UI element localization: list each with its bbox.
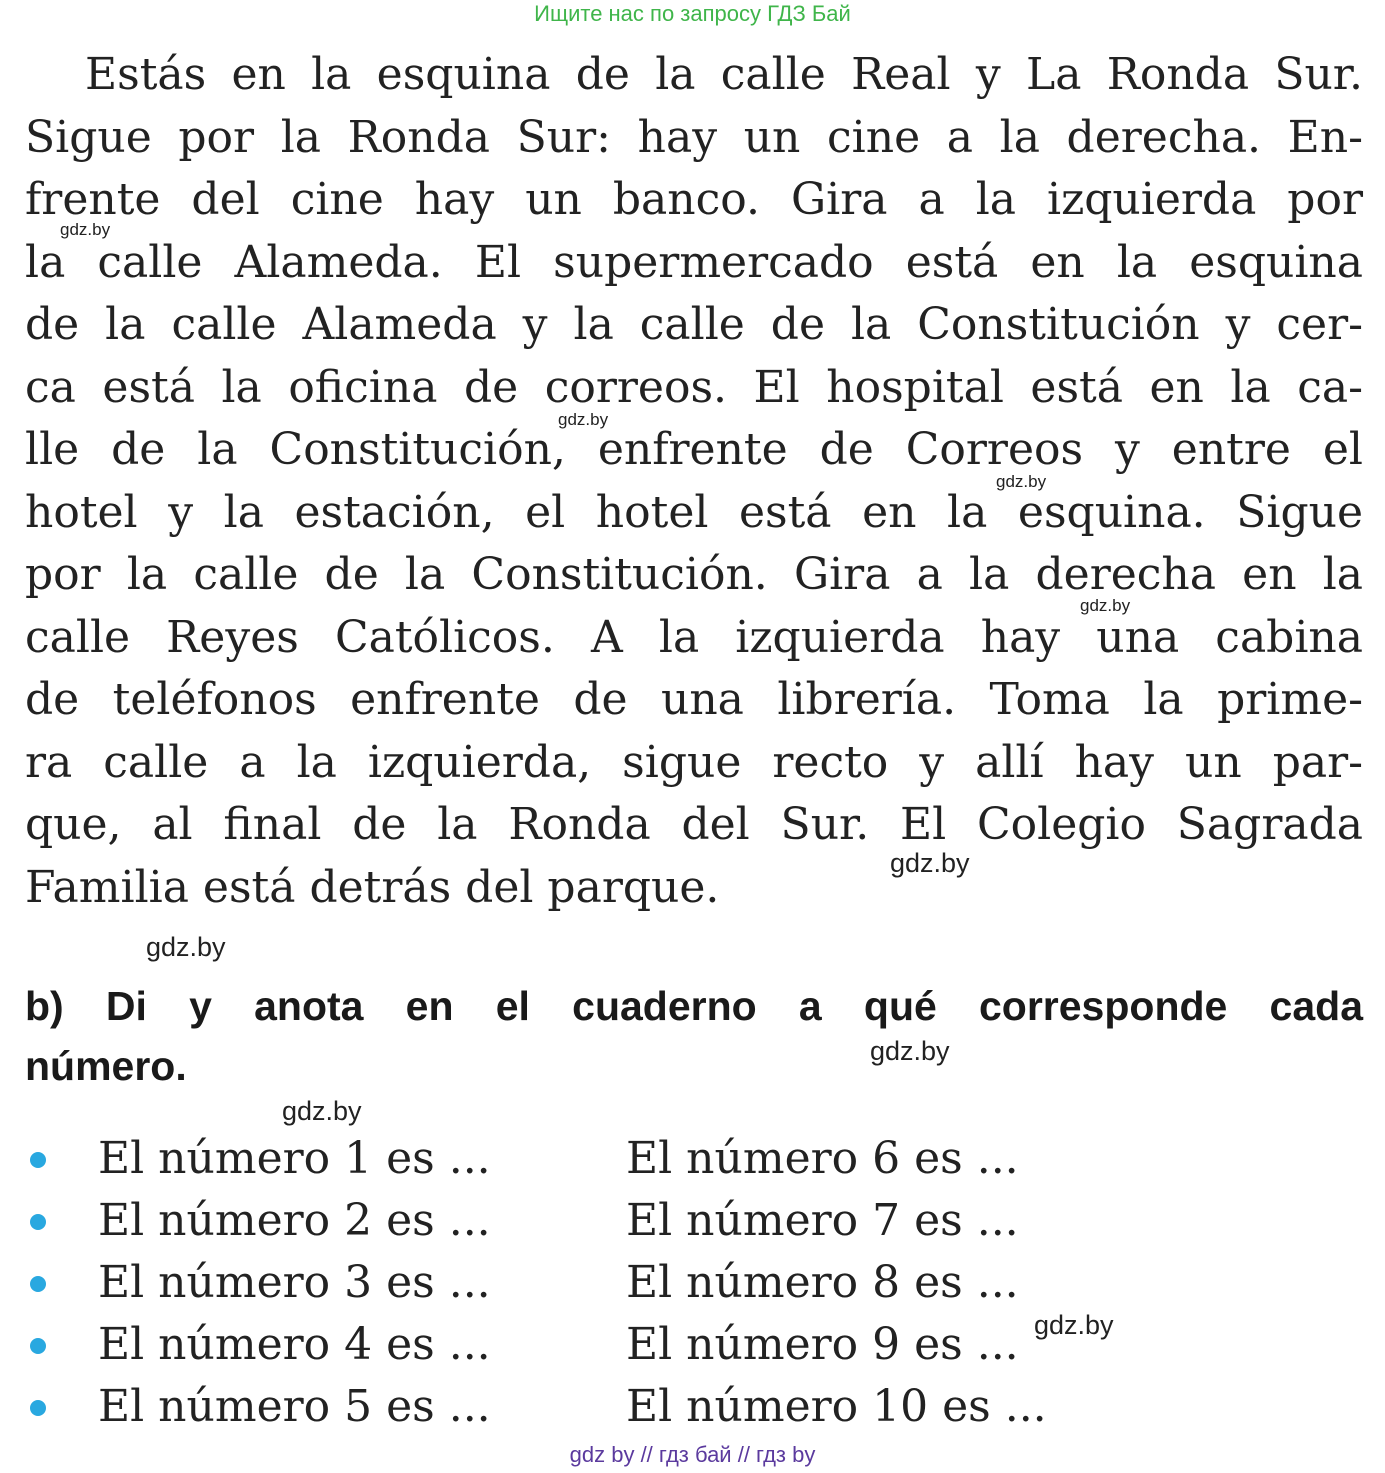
reading-paragraph bbox=[25, 44, 1363, 919]
bullet-icon bbox=[30, 1214, 46, 1230]
paragraph-line: que, al final de la Ronda del Sur. El Colegio Sagrada bbox=[25, 799, 1363, 850]
number-item: El número 9 es ... bbox=[626, 1319, 1019, 1370]
number-item: El número 2 es ... bbox=[98, 1195, 491, 1246]
number-item: El número 4 es ... bbox=[98, 1319, 491, 1370]
paragraph-line: Sigue por la Ronda Sur: hay un cine a la derecha. En- bbox=[25, 111, 1363, 163]
number-item: El número 6 es ... bbox=[626, 1133, 1019, 1184]
watermark: gdz.by bbox=[60, 220, 111, 239]
bullet-icon bbox=[30, 1152, 46, 1168]
paragraph-line: ca está la oficina de correos. El hospital está en la ca- bbox=[25, 361, 1363, 413]
paragraph-line: Estás en la esquina de la calle Real y La Ronda Sur. bbox=[85, 49, 1363, 100]
bullet-icon bbox=[30, 1338, 46, 1354]
paragraph-line: por la calle de la Constitución. Gira a la derecha en la bbox=[25, 549, 1363, 600]
watermark: gdz.by bbox=[282, 1096, 362, 1126]
top-banner: Ищите нас по запросу ГДЗ Бай bbox=[534, 1, 851, 26]
paragraph-line: la calle Alameda. El supermercado está en la esquina bbox=[25, 236, 1363, 288]
paragraph-line: frente del cine hay un banco. Gira a la izquierda por bbox=[25, 174, 1363, 225]
number-item: El número 3 es ... bbox=[98, 1257, 491, 1308]
paragraph-line: de teléfonos enfrente de una librería. Toma la prime- bbox=[25, 674, 1363, 725]
task-line: b) Di y anota en el cuaderno a qué corresponde cada bbox=[25, 983, 1363, 1029]
paragraph-line: hotel y la estación, el hotel está en la esquina. Sigue bbox=[25, 486, 1363, 538]
paragraph-line: lle de la Constitución, enfrente de Correos y entre el bbox=[25, 424, 1363, 475]
paragraph-line: de la calle Alameda y la calle de la Constitución y cer- bbox=[25, 299, 1363, 350]
watermark: gdz.by bbox=[996, 472, 1047, 491]
number-item: El número 7 es ... bbox=[626, 1195, 1019, 1246]
bullet-icon bbox=[30, 1276, 46, 1292]
number-item: El número 10 es ... bbox=[626, 1381, 1047, 1432]
task-line: número. bbox=[25, 1043, 187, 1089]
footer-watermark: gdz by // гдз бай // гдз by bbox=[569, 1442, 816, 1467]
task-heading bbox=[25, 976, 1363, 1096]
number-item: El número 1 es ... bbox=[98, 1133, 491, 1184]
watermark: gdz.by bbox=[558, 410, 609, 429]
paragraph-line: Familia está detrás del parque. bbox=[25, 861, 720, 913]
watermark: gdz.by bbox=[1034, 1310, 1114, 1340]
watermark: gdz.by bbox=[890, 848, 970, 878]
watermark: gdz.by bbox=[870, 1036, 950, 1066]
number-item: El número 5 es ... bbox=[98, 1381, 491, 1432]
number-item: El número 8 es ... bbox=[626, 1257, 1019, 1308]
watermark: gdz.by bbox=[1080, 596, 1131, 615]
bullet-icon bbox=[30, 1400, 46, 1416]
paragraph-line: calle Reyes Católicos. A la izquierda hay una cabina bbox=[25, 611, 1363, 663]
watermark: gdz.by bbox=[146, 932, 226, 962]
paragraph-line: ra calle a la izquierda, sigue recto y allí hay un par- bbox=[25, 736, 1363, 788]
